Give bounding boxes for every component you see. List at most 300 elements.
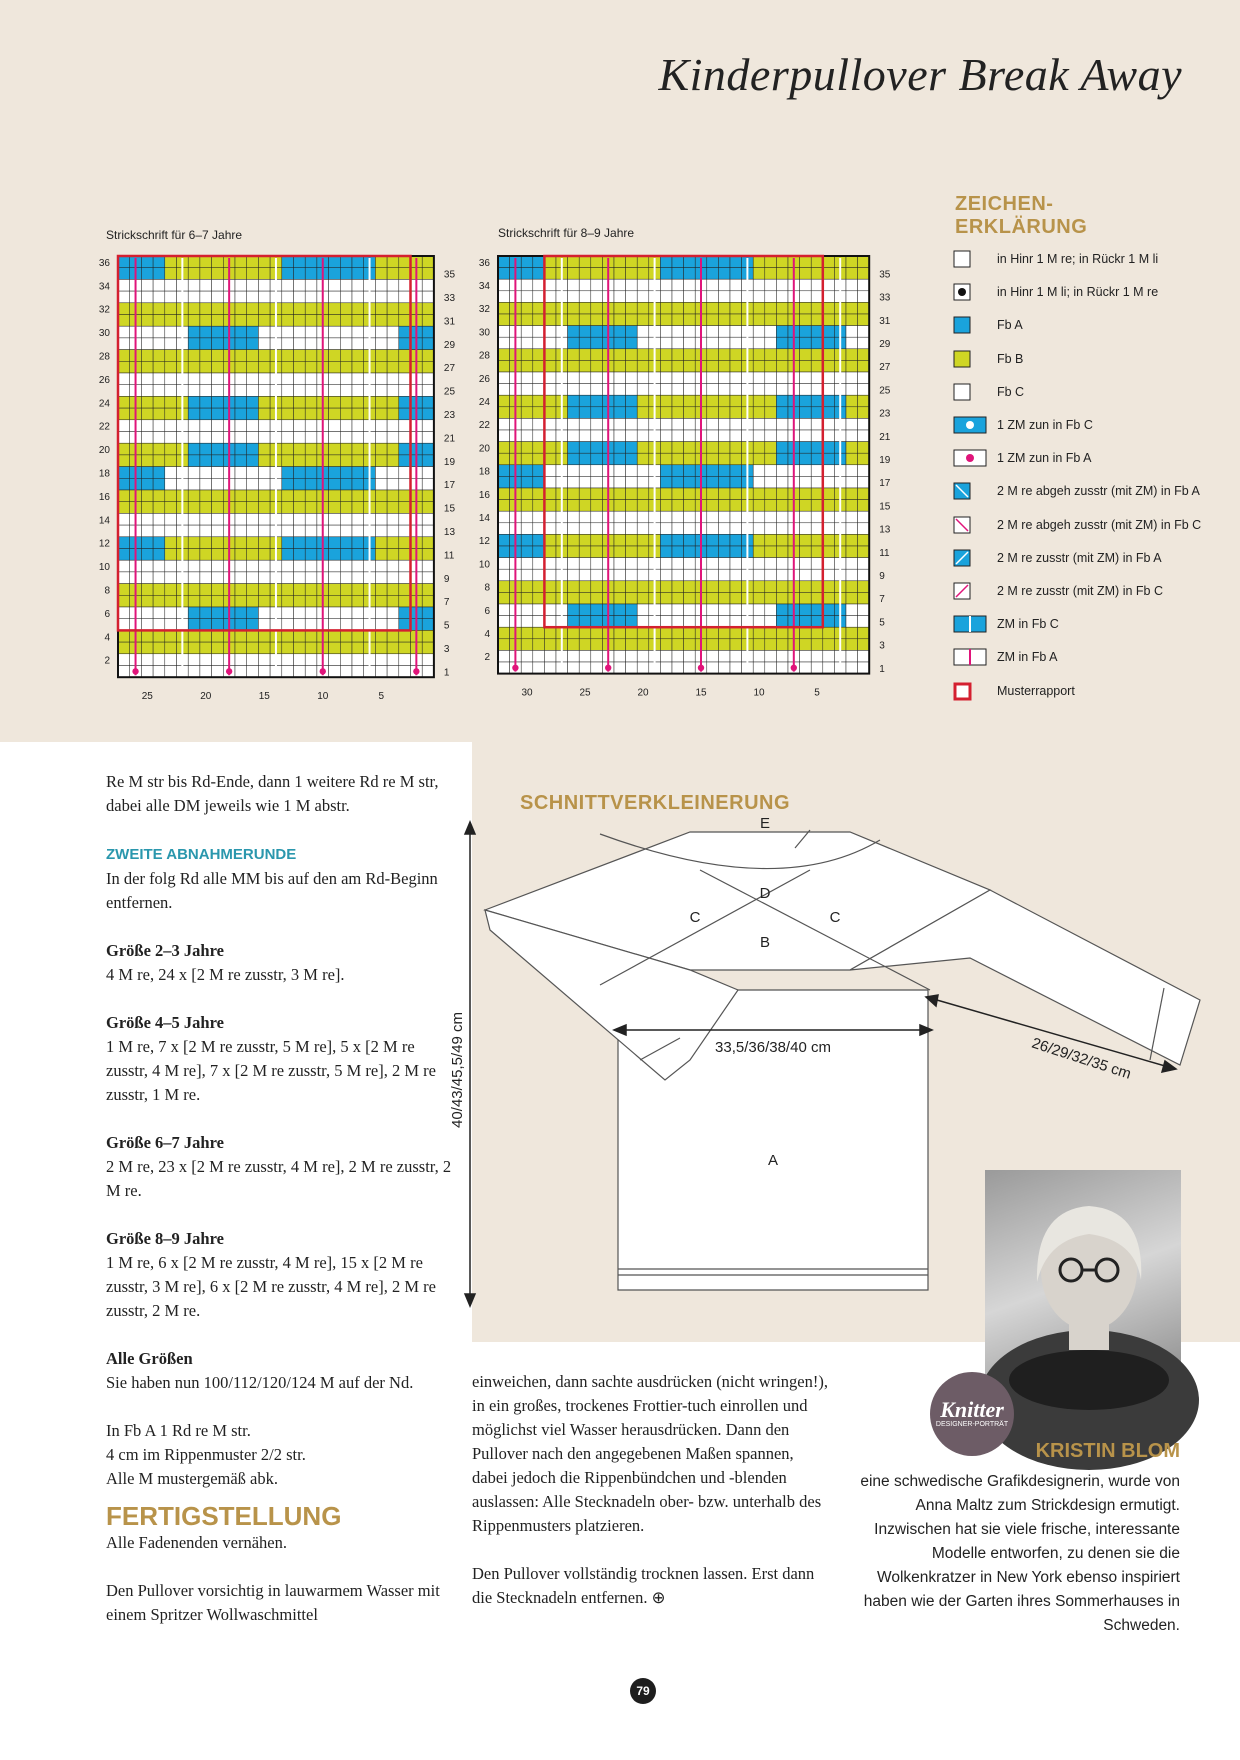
chart-cell — [568, 511, 580, 523]
chart-cell — [200, 619, 212, 631]
chart-cell — [626, 430, 638, 442]
chart-cell — [672, 546, 684, 558]
chart-cell — [707, 418, 719, 430]
chart-cell — [614, 558, 626, 570]
chart-cell — [765, 476, 777, 488]
chart-cell — [544, 337, 556, 349]
chart-cell — [200, 268, 212, 280]
chart-cell — [305, 502, 317, 514]
zm-dot — [512, 665, 518, 671]
chart-cell — [422, 537, 434, 549]
chart-cell — [153, 315, 165, 327]
chart-cell — [375, 584, 387, 596]
chart-cell — [422, 560, 434, 572]
chart-cell — [329, 619, 341, 631]
chart-cell — [422, 666, 434, 678]
chart-cell — [118, 455, 130, 467]
chart-cell — [329, 502, 341, 514]
rib-text-1: In Fb A 1 Rd re M str. — [106, 1421, 251, 1440]
chart-cell — [776, 349, 788, 361]
chart-cell — [730, 279, 742, 291]
chart-cell — [533, 407, 545, 419]
chart-cell — [235, 630, 247, 642]
chart-cell — [684, 256, 696, 268]
chart-cell — [753, 418, 765, 430]
chart-cell — [614, 256, 626, 268]
row-label-right: 3 — [443, 643, 450, 655]
chart-cell — [800, 453, 812, 465]
chart-cell — [614, 662, 626, 674]
chart-cell — [329, 385, 341, 397]
chart-cell — [282, 513, 294, 525]
chart-cell — [399, 455, 411, 467]
chart-cell — [422, 385, 434, 397]
chart-cell — [765, 581, 777, 593]
chart-cell — [776, 268, 788, 280]
chart-cell — [352, 256, 364, 268]
column-label: 25 — [579, 687, 591, 699]
row-label-right: 33 — [443, 292, 456, 304]
chart-cell — [521, 291, 533, 303]
chart-cell — [247, 490, 259, 502]
chart-cell — [498, 604, 510, 616]
row-label-right: 23 — [443, 409, 456, 421]
chart-cell — [422, 268, 434, 280]
chart-cell — [811, 268, 823, 280]
chart-cell — [811, 639, 823, 651]
chart-cell — [235, 549, 247, 561]
chart-cell — [212, 537, 224, 549]
chart-cell — [258, 666, 270, 678]
chart-cell — [188, 654, 200, 666]
chart-cell — [811, 430, 823, 442]
chart-cell — [352, 396, 364, 408]
chart-cell — [498, 384, 510, 396]
chart-cell — [823, 326, 835, 338]
chart-cell — [544, 407, 556, 419]
chart-cell — [329, 455, 341, 467]
row-label-left: 34 — [98, 281, 110, 293]
chart-cell — [340, 502, 352, 514]
chart-cell — [591, 360, 603, 372]
chart-cell — [212, 420, 224, 432]
chart-cell — [165, 502, 177, 514]
chart-cell — [684, 546, 696, 558]
chart-cell — [422, 595, 434, 607]
chart-cell — [329, 420, 341, 432]
chart-cell — [811, 465, 823, 477]
chart-cell — [305, 396, 317, 408]
chart-cell — [340, 549, 352, 561]
chart-cell — [235, 537, 247, 549]
round2-text: In der folg Rd alle MM bis auf den am Rd-Beginn entfernen. — [106, 869, 438, 912]
chart-cell — [200, 549, 212, 561]
chart-cell — [533, 662, 545, 674]
chart-cell — [568, 326, 580, 338]
white-dot-on-blue-icon-graphic — [953, 416, 987, 434]
chart-cell — [626, 616, 638, 628]
chart-cell — [498, 534, 510, 546]
chart-cell — [521, 349, 533, 361]
chart-cell — [823, 372, 835, 384]
chart-cell — [399, 420, 411, 432]
chart-cell — [165, 607, 177, 619]
chart-cell — [660, 650, 672, 662]
chart-cell — [823, 488, 835, 500]
chart-cell — [375, 408, 387, 420]
logo-text: Knitter — [940, 1397, 1004, 1422]
chart-cell — [672, 430, 684, 442]
chart-cell — [375, 396, 387, 408]
chart-cell — [340, 315, 352, 327]
chart-cell — [521, 418, 533, 430]
zm-dot — [744, 665, 750, 671]
chart-cell — [165, 396, 177, 408]
chart-cell — [776, 314, 788, 326]
chart-cell — [707, 430, 719, 442]
chart-cell — [718, 650, 730, 662]
legend-item-label: Fb B — [997, 351, 1024, 366]
chart-cell — [626, 488, 638, 500]
ssk-blue-icon — [953, 482, 987, 500]
chart-cell — [247, 525, 259, 537]
chart-cell — [579, 581, 591, 593]
chart-a-caption: Strickschrift für 6–7 Jahre — [106, 228, 243, 242]
chart-cell — [544, 465, 556, 477]
chart-cell — [568, 500, 580, 512]
chart-cell — [235, 467, 247, 479]
chart-cell — [118, 432, 130, 444]
chart-cell — [521, 662, 533, 674]
chart-cell — [165, 549, 177, 561]
size2-text: 1 M re, 7 x [2 M re zusstr, 5 M re], 5 x [2 M re zusstr, 4 M re], 7 x [2 M re zusstr, 5 M re], 2 M re zusstr, 1 M re. — [106, 1037, 436, 1104]
chart-cell — [329, 572, 341, 584]
chart-cell — [247, 338, 259, 350]
chart-cell — [544, 279, 556, 291]
chart-cell — [329, 630, 341, 642]
chart-cell — [118, 642, 130, 654]
chart-cell — [212, 502, 224, 514]
chart-cell — [753, 476, 765, 488]
chart-cell — [340, 432, 352, 444]
chart-cell — [165, 642, 177, 654]
chart-cell — [800, 337, 812, 349]
chart-cell — [637, 256, 649, 268]
all-sizes-title: Alle Größen — [106, 1349, 193, 1368]
chart-cell — [823, 256, 835, 268]
chart-cell — [422, 549, 434, 561]
chart-cell — [707, 360, 719, 372]
chart-cell — [498, 592, 510, 604]
chart-cell — [776, 476, 788, 488]
chart-cell — [118, 385, 130, 397]
chart-cell — [375, 256, 387, 268]
chart-cell — [165, 303, 177, 315]
chart-cell — [637, 291, 649, 303]
chart-cell — [294, 467, 306, 479]
chart-cell — [247, 630, 259, 642]
chart-cell — [672, 256, 684, 268]
chart-cell — [521, 384, 533, 396]
chart-cell — [200, 408, 212, 420]
chart-cell — [684, 407, 696, 419]
chart-cell — [730, 268, 742, 280]
chart-cell — [753, 500, 765, 512]
chart-cell — [329, 373, 341, 385]
chart-cell — [579, 604, 591, 616]
chart-cell — [660, 523, 672, 535]
chart-cell — [614, 279, 626, 291]
chart-cell — [165, 408, 177, 420]
chart-cell — [544, 395, 556, 407]
chart-cell — [579, 465, 591, 477]
chart-cell — [188, 326, 200, 338]
ssk-pink-icon — [953, 516, 987, 534]
chart-cell — [399, 443, 411, 455]
row-label-left: 28 — [478, 350, 490, 362]
chart-cell — [776, 639, 788, 651]
chart-cell — [329, 654, 341, 666]
chart-cell — [340, 654, 352, 666]
chart-cell — [858, 395, 870, 407]
chart-cell — [258, 584, 270, 596]
chart-cell — [858, 581, 870, 593]
chart-cell — [753, 511, 765, 523]
chart-cell — [730, 650, 742, 662]
chart-cell — [660, 627, 672, 639]
row-label-right: 17 — [879, 478, 891, 490]
chart-cell — [235, 572, 247, 584]
chart-cell — [258, 572, 270, 584]
chart-cell — [707, 488, 719, 500]
chart-cell — [846, 337, 858, 349]
chart-cell — [846, 558, 858, 570]
chart-cell — [235, 455, 247, 467]
legend-item-label: ZM in Fb A — [997, 650, 1058, 665]
chart-cell — [811, 256, 823, 268]
chart-cell — [399, 478, 411, 490]
chart-cell — [776, 616, 788, 628]
chart-cell — [165, 467, 177, 479]
chart-cell — [247, 326, 259, 338]
chart-cell — [800, 627, 812, 639]
chart-cell — [811, 476, 823, 488]
chart-cell — [294, 584, 306, 596]
chart-cell — [544, 581, 556, 593]
chart-cell — [614, 476, 626, 488]
chart-cell — [811, 337, 823, 349]
chart-cell — [637, 453, 649, 465]
chart-cell — [375, 291, 387, 303]
chart-cell — [858, 326, 870, 338]
legend-item-label: 1 ZM zun in Fb A — [997, 451, 1092, 466]
chart-cell — [329, 467, 341, 479]
chart-cell — [811, 279, 823, 291]
chart-cell — [153, 560, 165, 572]
chart-cell — [846, 511, 858, 523]
chart-cell — [329, 268, 341, 280]
chart-cell — [212, 619, 224, 631]
chart-cell — [258, 338, 270, 350]
chart-cell — [282, 595, 294, 607]
author-name: KRISTIN BLOM — [1035, 1440, 1180, 1462]
chart-cell — [626, 372, 638, 384]
chart-cell — [305, 373, 317, 385]
chart-cell — [165, 373, 177, 385]
chart-cell — [165, 326, 177, 338]
chart-cell — [247, 595, 259, 607]
chart-cell — [294, 408, 306, 420]
chart-cell — [387, 467, 399, 479]
chart-cell — [707, 500, 719, 512]
chart-cell — [521, 639, 533, 651]
chart-cell — [614, 442, 626, 454]
chart-cell — [153, 408, 165, 420]
chart-cell — [521, 488, 533, 500]
chart-cell — [533, 488, 545, 500]
chart-cell — [579, 291, 591, 303]
chart-cell — [753, 314, 765, 326]
chart-cell — [614, 302, 626, 314]
chart-cell — [422, 467, 434, 479]
chart-cell — [614, 360, 626, 372]
chart-cell — [730, 407, 742, 419]
chart-cell — [765, 291, 777, 303]
chart-cell — [823, 604, 835, 616]
chart-cell — [258, 455, 270, 467]
col2-text-2-body: Den Pullover vollständig trocknen lassen. Erst dann die Stecknadeln entfernen. — [472, 1564, 815, 1607]
chart-cell — [718, 349, 730, 361]
chart-cell — [282, 291, 294, 303]
chart-cell — [188, 572, 200, 584]
chart-cell — [375, 619, 387, 631]
chart-cell — [753, 407, 765, 419]
chart-cell — [614, 465, 626, 477]
chart-cell — [544, 488, 556, 500]
chart-cell — [352, 502, 364, 514]
chart-cell — [498, 546, 510, 558]
chart-cell — [684, 488, 696, 500]
chart-cell — [212, 408, 224, 420]
chart-cell — [188, 467, 200, 479]
chart-cell — [811, 581, 823, 593]
row-label-left: 4 — [104, 632, 110, 644]
chart-cell — [498, 302, 510, 314]
chart-cell — [730, 500, 742, 512]
chart-cell — [765, 430, 777, 442]
chart-cell — [811, 488, 823, 500]
chart-cell — [579, 488, 591, 500]
chart-cell — [141, 572, 153, 584]
chart-cell — [387, 279, 399, 291]
chart-cell — [118, 326, 130, 338]
chart-cell — [776, 407, 788, 419]
chart-cell — [305, 303, 317, 315]
chart-cell — [858, 453, 870, 465]
chart-cell — [765, 616, 777, 628]
chart-cell — [718, 662, 730, 674]
chart-cell — [753, 337, 765, 349]
chart-cell — [352, 513, 364, 525]
chart-cell — [823, 546, 835, 558]
chart-cell — [776, 372, 788, 384]
chart-cell — [753, 268, 765, 280]
chart-cell — [375, 361, 387, 373]
white-square-icon-graphic — [953, 250, 987, 268]
chart-cell — [800, 604, 812, 616]
chart-cell — [282, 432, 294, 444]
chart-cell — [672, 349, 684, 361]
chart-cell — [141, 432, 153, 444]
chart-cell — [811, 291, 823, 303]
chart-cell — [568, 534, 580, 546]
chart-cell — [626, 546, 638, 558]
chart-cell — [247, 373, 259, 385]
chart-cell — [637, 442, 649, 454]
chart-cell — [399, 549, 411, 561]
chart-cell — [533, 639, 545, 651]
chart-cell — [247, 584, 259, 596]
chart-cell — [294, 478, 306, 490]
chart-cell — [672, 395, 684, 407]
chart-cell — [247, 467, 259, 479]
chart-cell — [282, 303, 294, 315]
chart-cell — [521, 302, 533, 314]
chart-cell — [188, 385, 200, 397]
chart-cell — [765, 279, 777, 291]
chart-cell — [188, 630, 200, 642]
chart-cell — [282, 490, 294, 502]
chart-cell — [591, 430, 603, 442]
white-line-on-blue-icon — [953, 615, 987, 633]
blue-square-icon — [953, 316, 987, 334]
chart-cell — [294, 420, 306, 432]
chart-cell — [858, 384, 870, 396]
chart-cell — [765, 558, 777, 570]
chart-cell — [846, 360, 858, 372]
chart-cell — [340, 361, 352, 373]
chart-cell — [399, 326, 411, 338]
chart-cell — [800, 662, 812, 674]
chart-cell — [141, 630, 153, 642]
chart-cell — [718, 639, 730, 651]
chart-cell — [672, 442, 684, 454]
chart-cell — [544, 569, 556, 581]
chart-cell — [614, 488, 626, 500]
chart-cell — [498, 360, 510, 372]
chart-cell — [707, 395, 719, 407]
chart-cell — [375, 268, 387, 280]
chart-cell — [753, 442, 765, 454]
ssk-pink-icon-graphic — [953, 516, 987, 534]
chart-cell — [521, 523, 533, 535]
chart-cell — [660, 558, 672, 570]
chart-cell — [235, 256, 247, 268]
chart-cell — [340, 537, 352, 549]
chart-cell — [305, 467, 317, 479]
chart-cell — [544, 291, 556, 303]
chart-cell — [626, 268, 638, 280]
chart-cell — [188, 338, 200, 350]
chart-cell — [258, 279, 270, 291]
chart-cell — [212, 268, 224, 280]
chart-cell — [329, 584, 341, 596]
chart-cell — [352, 361, 364, 373]
chart-cell — [730, 302, 742, 314]
pink-line-icon — [953, 648, 987, 666]
chart-cell — [684, 268, 696, 280]
label-c-left: C — [689, 909, 701, 926]
